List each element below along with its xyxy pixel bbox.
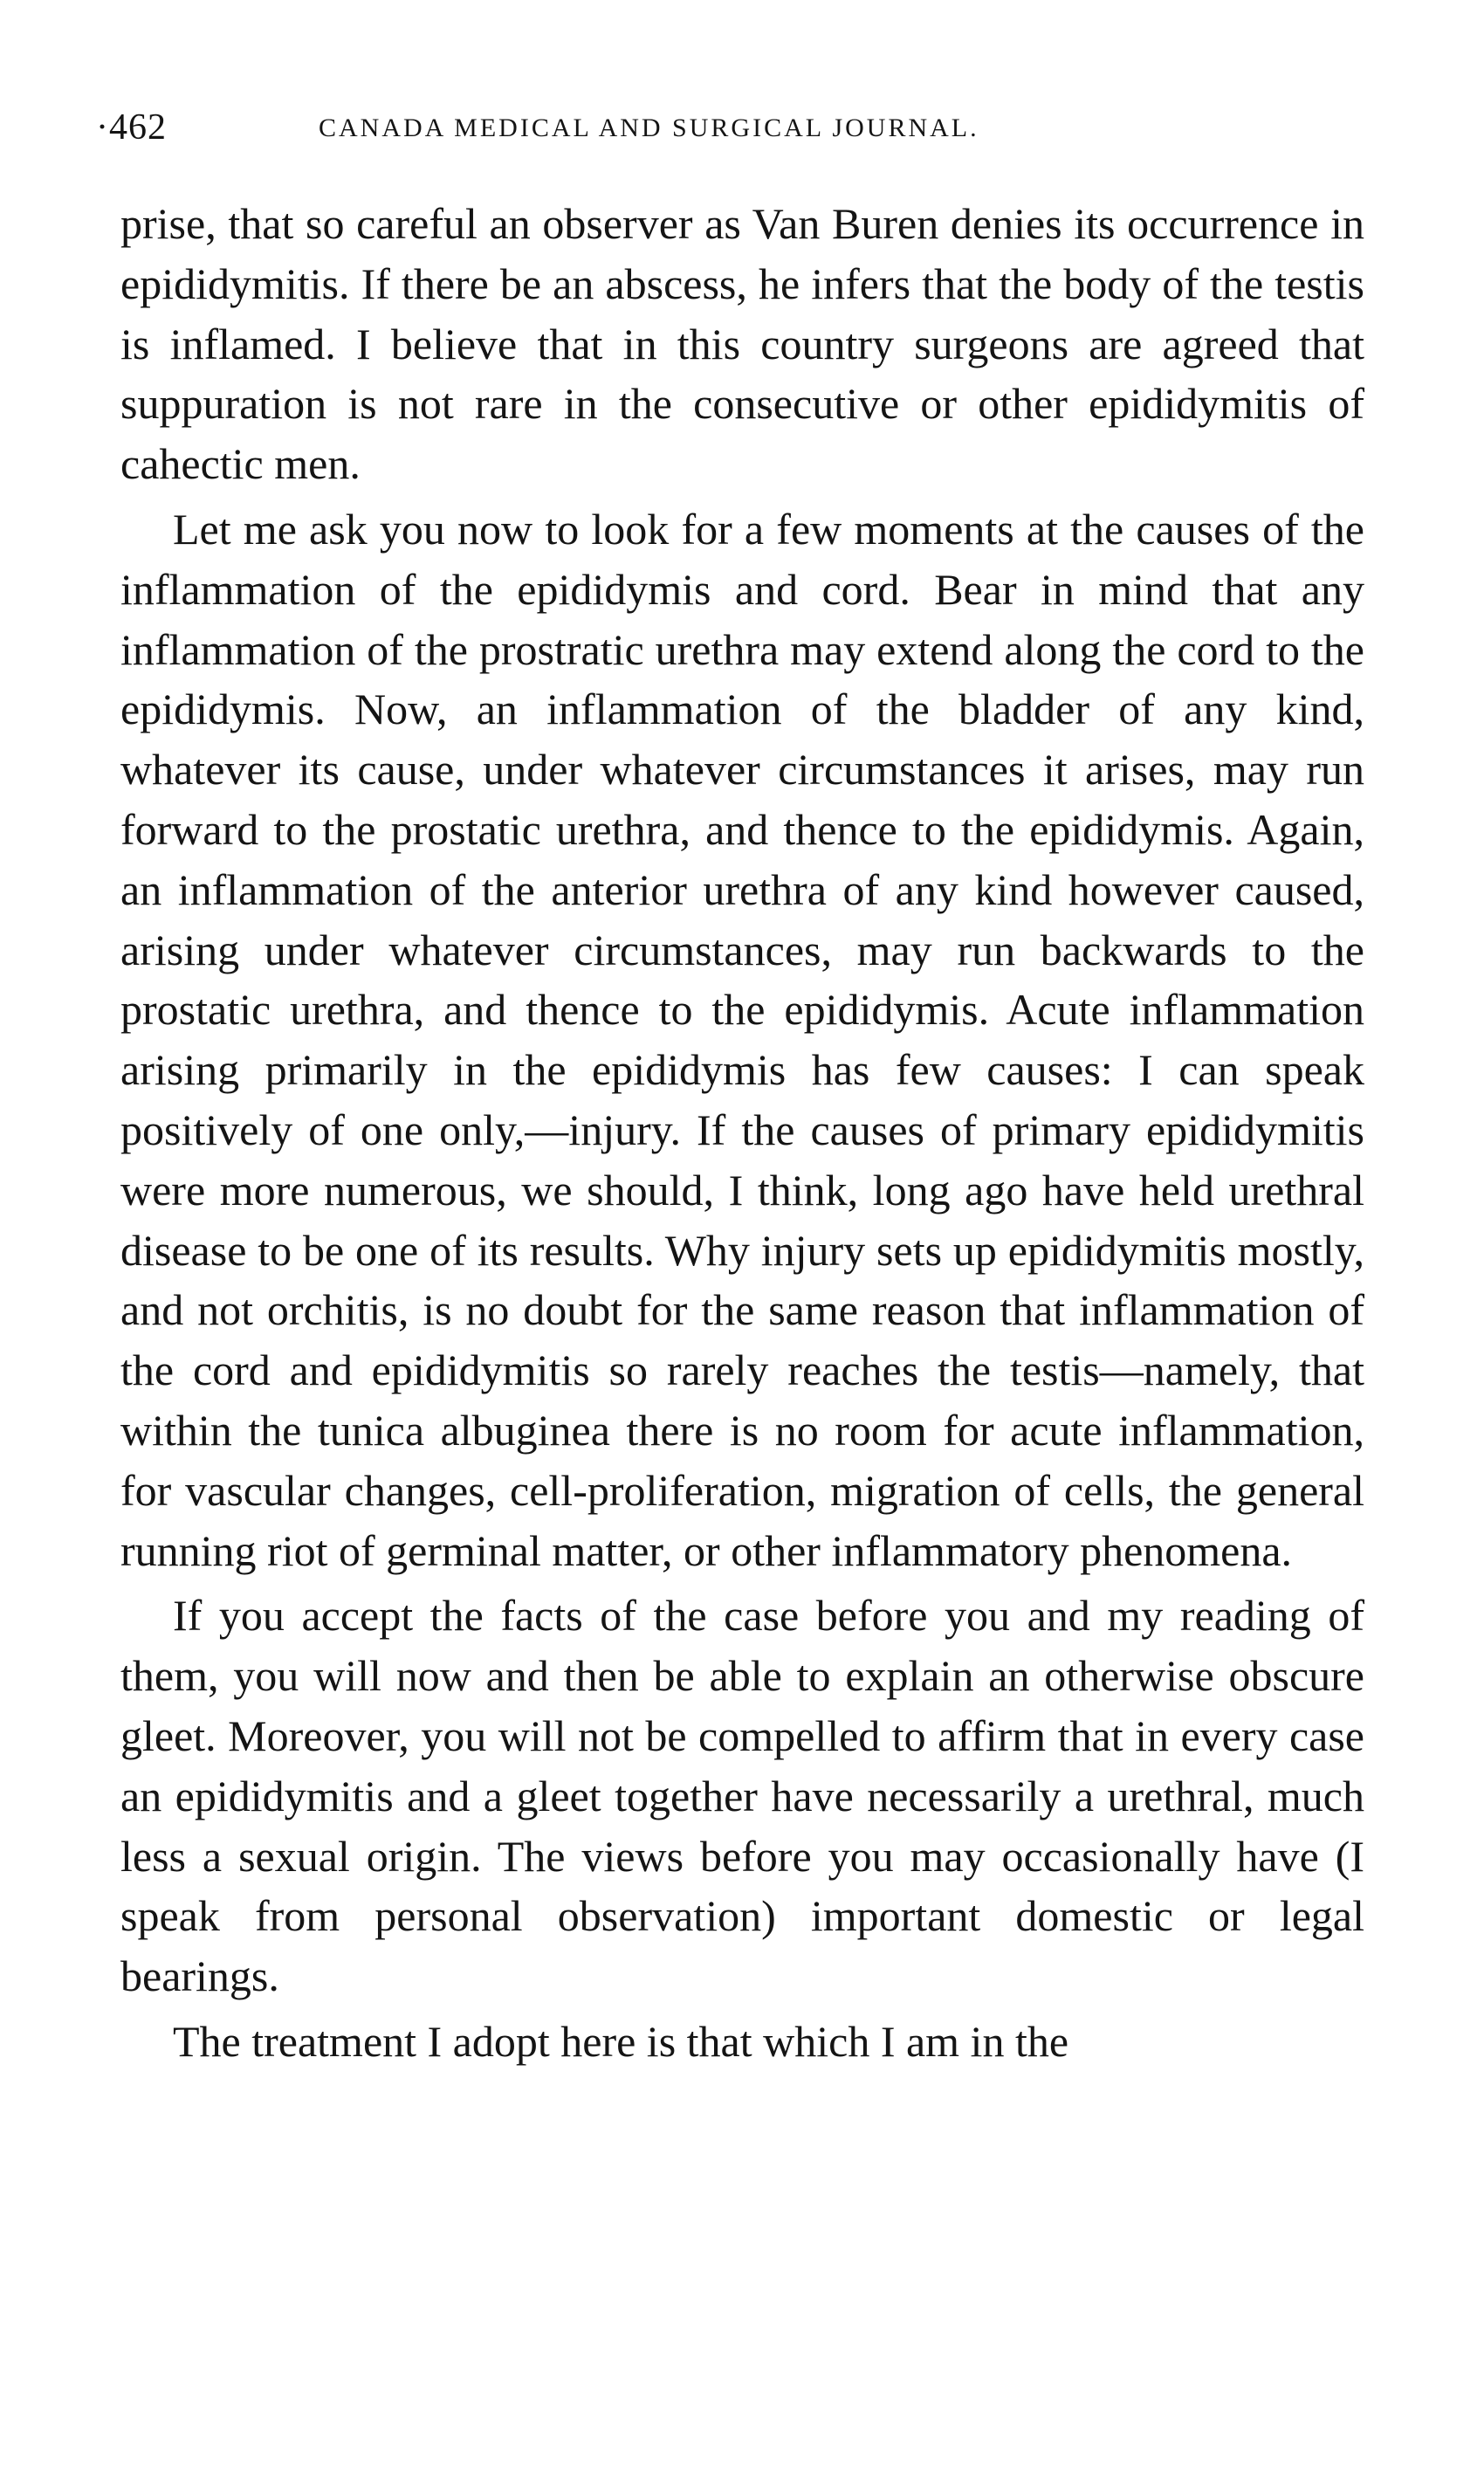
paragraph-continued: prise, that so careful an observer as Van Buren denies its occurrence in epididymitis. If there be an abscess, he infers that the body of the testis is inflamed. I believe that in this country surgeons are agreed that suppuration is not rare in the consecutive or other epididymitis of cahectic men. bbox=[120, 199, 1364, 489]
page-number: ·462 bbox=[96, 107, 167, 148]
running-head bbox=[96, 107, 1362, 159]
journal-title: CANADA MEDICAL AND SURGICAL JOURNAL. bbox=[319, 114, 979, 142]
paragraph-treatment: The treatment I adopt here is that which I am in the bbox=[173, 2016, 1069, 2066]
paragraph-facts: If you accept the facts of the case before you and my reading of them, you will now and then be able to explain an otherwise obscure gleet. Moreover, you will not be compelled to affirm that in every case an epididymitis and a gleet together have necessarily a urethral, much less a sexual origin. The views before you may occasionally have (I speak from personal observation) important domestic or legal bearings. bbox=[120, 1591, 1364, 2001]
article-body bbox=[120, 194, 1364, 2072]
paragraph-causes: Let me ask you now to look for a few moments at the causes of the inflammation of the epididymis and cord. Bear in mind that any inflammation of the prostratic urethra may extend along the cord to the epididymis. Now, an inflammation of the bladder of any kind, whatever its cause, under whatever circumstances it arises, may run forward to the prostatic urethra, and thence to the epididymis. Again, an inflammation of the anterior urethra of any kind however caused, arising under whatever circumstances, may run backwards to the prostatic urethra, and thence to the epididymis. Acute inflammation arising primarily in the epididymis has few causes: I can speak positively of one only,—injury. If the causes of primary epididymitis were more numerous, we should, I think, long ago have held urethral disease to be one of its results. Why injury sets up epididymitis mostly, and not orchitis, is no doubt for the same reason that inflammation of the cord and epididymitis so rarely reaches the testis—namely, that within the tunica albuginea there is no room for acute inflammation, for vascular changes, cell-proliferation, migration of cells, the general running riot of germinal matter, or other inflammatory phenomena. bbox=[120, 504, 1364, 1575]
